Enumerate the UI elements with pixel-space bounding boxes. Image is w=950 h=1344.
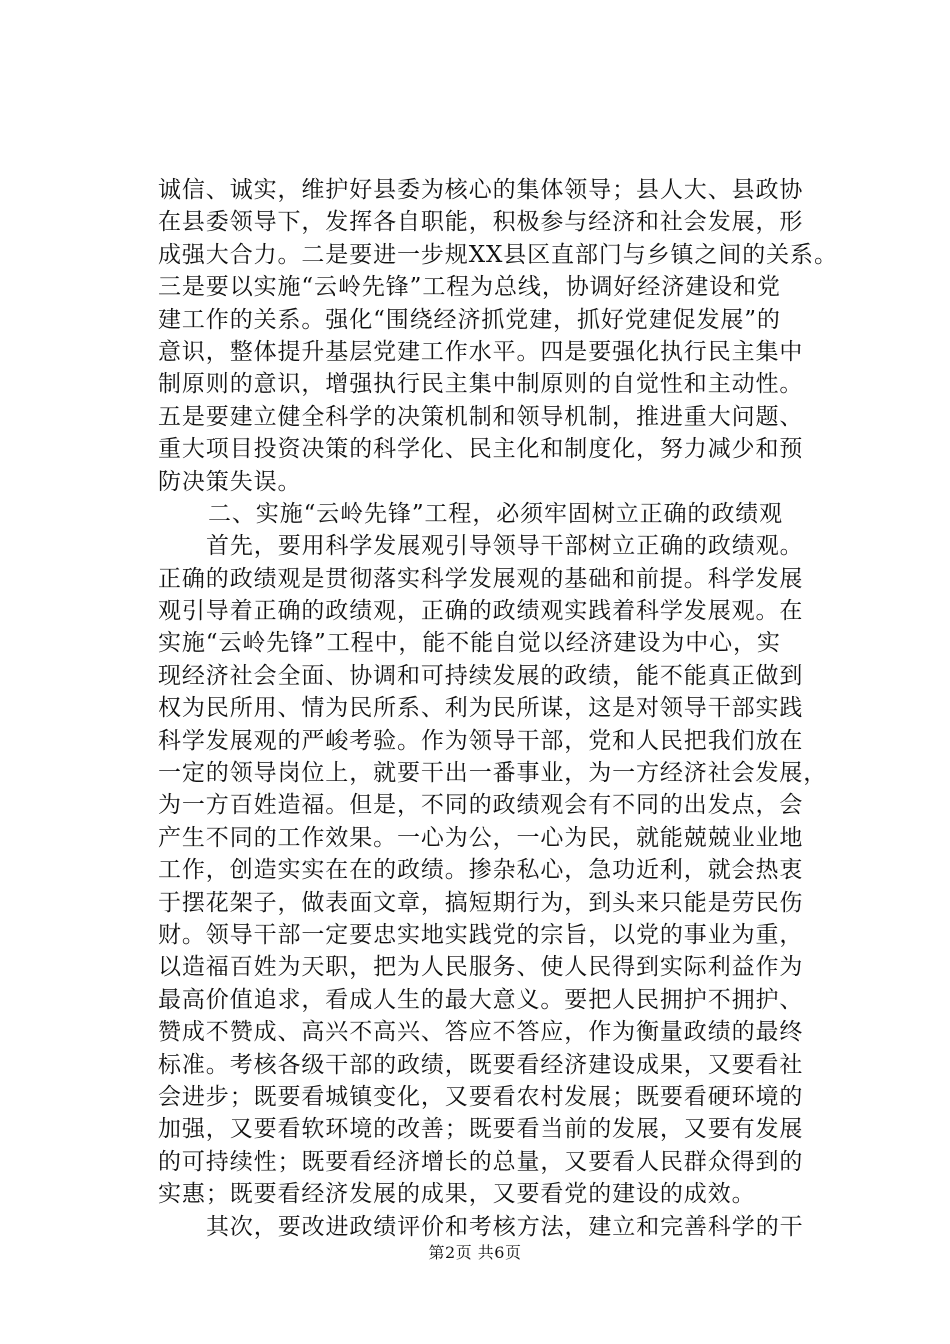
text-line: 工作，创造实实在在的政绩。掺杂私心，急功近利，就会热衷 bbox=[158, 857, 804, 884]
section-heading: 二、实施“云岭先锋”工程，必须牢固树立正确的政绩观 bbox=[208, 500, 784, 527]
text-line: 防决策失误。 bbox=[158, 468, 302, 495]
text-line: 成强大合力。二是要进一步规XX县区直部门与乡镇之间的关系。 bbox=[158, 241, 838, 268]
text-line: 标准。考核各级干部的政绩，既要看经济建设成果，又要看社 bbox=[158, 1051, 804, 1078]
text-line: 于摆花架子，做表面文章，搞短期行为，到头来只能是劳民伤 bbox=[158, 889, 804, 916]
text-line: 建工作的关系。强化“围绕经济抓党建，抓好党建促发展”的 bbox=[158, 306, 781, 333]
text-line: 权为民所用、情为民所系、利为民所谋，这是对领导干部实践 bbox=[158, 695, 804, 722]
text-line: 财。领导干部一定要忠实地实践党的宗旨，以党的事业为重， bbox=[158, 921, 804, 948]
text-line: 三是要以实施“云岭先锋”工程为总线，协调好经济建设和党 bbox=[158, 274, 781, 301]
text-line: 诚信、诚实，维护好县委为核心的集体领导；县人大、县政协 bbox=[158, 177, 804, 203]
text-line: 加强，又要看软环境的改善；既要看当前的发展，又要有发展 bbox=[158, 1116, 804, 1143]
paragraph-start-line: 首先，要用科学发展观引导领导干部树立正确的政绩观。 bbox=[206, 533, 804, 560]
text-line: 正确的政绩观是贯彻落实科学发展观的基础和前提。科学发展 bbox=[158, 565, 804, 592]
text-line: 实惠；既要看经济发展的成果，又要看党的建设的成效。 bbox=[158, 1181, 756, 1208]
text-line: 重大项目投资决策的科学化、民主化和制度化，努力减少和预 bbox=[158, 436, 804, 463]
text-line: 实施“云岭先锋”工程中，能不能自觉以经济建设为中心，实 bbox=[158, 630, 781, 657]
text-line: 科学发展观的严峻考验。作为领导干部，党和人民把我们放在 bbox=[158, 727, 804, 754]
text-line: 制原则的意识，增强执行民主集中制原则的自觉性和主动性。 bbox=[158, 371, 804, 398]
text-line: 观引导着正确的政绩观，正确的政绩观实践着科学发展观。在 bbox=[158, 598, 804, 625]
text-line: 产生不同的工作效果。一心为公，一心为民，就能兢兢业业地 bbox=[158, 824, 804, 851]
text-line: 五是要建立健全科学的决策机制和领导机制，推进重大问题、 bbox=[158, 403, 804, 430]
text-line: 一定的领导岗位上，就要干出一番事业，为一方经济社会发展， bbox=[158, 760, 828, 787]
paragraph-start-line: 其次，要改进政绩评价和考核方法，建立和完善科学的干 bbox=[206, 1213, 804, 1240]
text-line: 的可持续性；既要看经济增长的总量，又要看人民群众得到的 bbox=[158, 1148, 804, 1175]
page-number-footer: 第2页 共6页 bbox=[428, 1243, 522, 1262]
text-line: 为一方百姓造福。但是，不同的政绩观会有不同的出发点，会 bbox=[158, 792, 804, 819]
text-line: 会进步；既要看城镇变化，又要看农村发展；既要看硬环境的 bbox=[158, 1083, 804, 1110]
document-body bbox=[158, 174, 838, 1243]
text-line: 最高价值追求，看成人生的最大意义。要把人民拥护不拥护、 bbox=[158, 986, 804, 1013]
text-line: 在县委领导下，发挥各自职能，积极参与经济和社会发展，形 bbox=[158, 209, 804, 236]
text-line: 现经济社会全面、协调和可持续发展的政绩，能不能真正做到 bbox=[158, 662, 804, 689]
text-line: 意识，整体提升基层党建工作水平。四是要强化执行民主集中 bbox=[158, 338, 804, 365]
text-line: 以造福百姓为天职，把为人民服务、使人民得到实际利益作为 bbox=[158, 954, 804, 981]
text-line: 赞成不赞成、高兴不高兴、答应不答应，作为衡量政绩的最终 bbox=[158, 1019, 804, 1046]
